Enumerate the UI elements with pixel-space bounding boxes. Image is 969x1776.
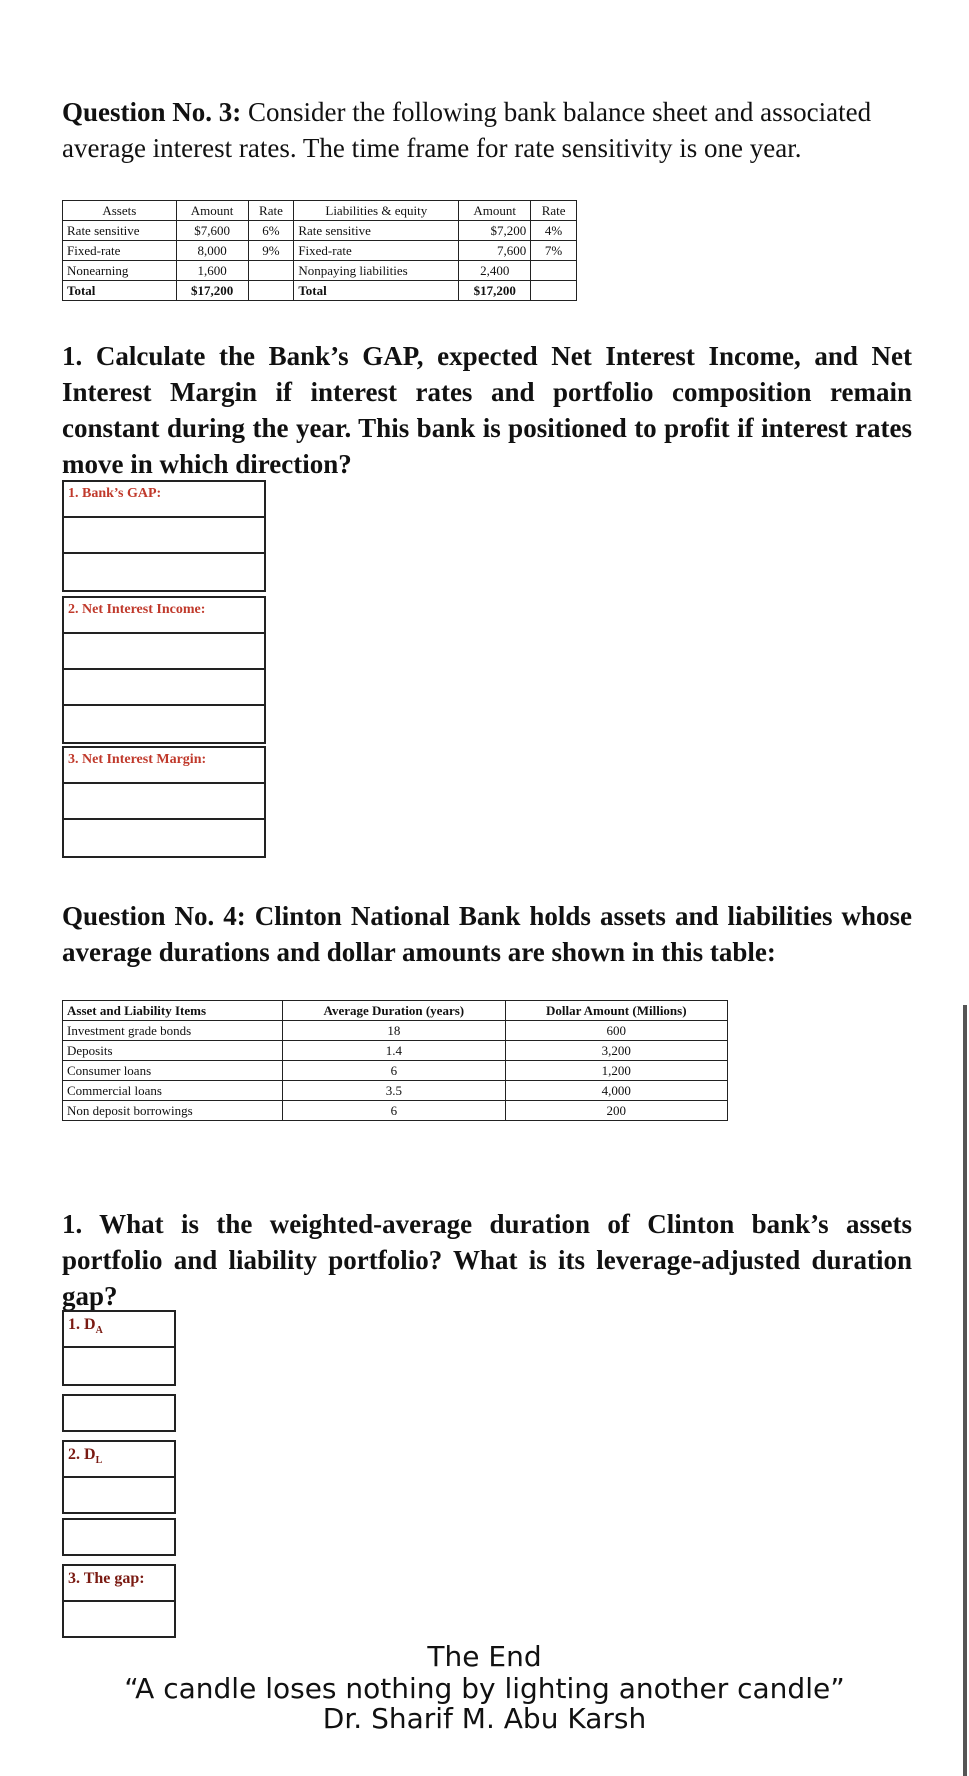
table-cell: Non deposit borrowings [63,1101,283,1121]
answer-box-gap-label [62,1564,176,1602]
table-cell: 1.4 [283,1041,505,1061]
answer-box-da-label [62,1310,176,1348]
table-cell: Investment grade bonds [63,1021,283,1041]
answer-label-da-sub: A [95,1325,103,1337]
table-row [63,221,577,241]
answer-label-dl-sub: L [95,1455,103,1467]
answer-box[interactable] [62,1476,176,1514]
table-cell: Nonearning [63,261,177,281]
header-cell: Rate [248,201,294,221]
table-cell: 6% [248,221,294,241]
answer-box-gap-label [62,480,266,518]
end-author: Dr. Sharif M. Abu Karsh [322,1702,647,1735]
answer-box[interactable] [62,1346,176,1386]
table-row [63,1021,728,1041]
answer-box[interactable] [62,818,266,858]
header-cell: Average Duration (years) [283,1001,505,1021]
header-cell: Rate [531,201,577,221]
q4-duration-table [62,1000,728,1121]
table-row [63,1081,728,1101]
table-cell: $7,600 [176,221,248,241]
answer-label-gap: 3. The gap: [68,1570,145,1587]
table-cell: 2,400 [459,261,531,281]
table-cell: 600 [505,1021,727,1041]
header-cell: Assets [63,201,177,221]
q3-lead: Question No. 3: [62,97,242,127]
table-cell: Nonpaying liabilities [294,261,459,281]
table-row [63,1101,728,1121]
table-cell: 3,200 [505,1041,727,1061]
table-cell: Total [63,281,177,301]
table-cell: 1,600 [176,261,248,281]
q3-question: 1. Calculate the Bank’s GAP, expected Net Interest Income, and Net Interest Margin if interest rates and portfolio composition remain constant during the year. This bank is positioned to profit if interest rates move in which direction? [62,341,912,479]
header-cell: Liabilities & equity [294,201,459,221]
table-cell: 1,200 [505,1061,727,1081]
q3-balance-sheet-table [62,200,577,301]
table-row [63,281,577,301]
table-cell: Fixed-rate [294,241,459,261]
table-cell: Consumer loans [63,1061,283,1081]
table-cell: 7% [531,241,577,261]
scrollbar[interactable] [963,1005,967,1776]
table-cell: Rate sensitive [63,221,177,241]
answer-box[interactable] [62,1394,176,1432]
table-cell: 18 [283,1021,505,1041]
end-quote: “A candle loses nothing by lighting another candle” [124,1672,845,1705]
table-row [63,1041,728,1061]
answer-box[interactable] [62,782,266,820]
answer-label-da-text: 1. D [68,1316,96,1333]
answer-box-nii-label [62,596,266,634]
table-row [63,1061,728,1081]
table-header-row [63,1001,728,1021]
table-cell: Total [294,281,459,301]
header-cell: Dollar Amount (Millions) [505,1001,727,1021]
answer-box[interactable] [62,704,266,744]
answer-box[interactable] [62,1600,176,1638]
table-cell: 8,000 [176,241,248,261]
answer-box[interactable] [62,632,266,670]
header-cell: Asset and Liability Items [63,1001,283,1021]
q4-intro [62,898,912,970]
answer-label-dl [64,1442,174,1470]
answer-box[interactable] [62,552,266,592]
table-cell: 7,600 [459,241,531,261]
table-cell [248,261,294,281]
answer-label-nii: 2. Net Interest Income: [68,602,206,617]
table-cell: $17,200 [176,281,248,301]
table-cell: Commercial loans [63,1081,283,1101]
table-cell [248,281,294,301]
answer-label-dl-text: 2. D [68,1446,96,1463]
header-cell: Amount [176,201,248,221]
answer-box-dl-label [62,1440,176,1478]
table-cell: 6 [283,1101,505,1121]
table-cell [531,281,577,301]
end-title: The End [427,1640,542,1673]
table-cell: $7,200 [459,221,531,241]
q3-intro [62,94,912,166]
table-cell: 4% [531,221,577,241]
answer-box-nim-label [62,746,266,784]
table-cell: 9% [248,241,294,261]
answer-label-nim: 3. Net Interest Margin: [68,752,207,767]
table-cell: $17,200 [459,281,531,301]
table-cell: Rate sensitive [294,221,459,241]
table-header-row [63,201,577,221]
table-cell: Fixed-rate [63,241,177,261]
table-row [63,261,577,281]
table-cell [531,261,577,281]
q4-question: 1. What is the weighted-average duration of Clinton bank’s assets portfolio and liability portfolio? What is its leverage-adjusted duration gap? [62,1209,912,1311]
table-cell: 4,000 [505,1081,727,1101]
q3-intro-text: Consider the following bank balance sheet and associated average interest rates. The time frame for rate sensitivity is one year. [62,97,872,163]
q4-lead: Question No. 4: [62,901,246,931]
table-row [63,241,577,261]
table-cell: 200 [505,1101,727,1121]
answer-label-gap: 1. Bank’s GAP: [68,486,162,501]
answer-box[interactable] [62,1518,176,1556]
answer-box[interactable] [62,516,266,554]
table-cell: Deposits [63,1041,283,1061]
answer-label-da [64,1312,174,1340]
table-cell: 3.5 [283,1081,505,1101]
header-cell: Amount [459,201,531,221]
q4-intro-text: Clinton National Bank holds assets and liabilities whose average durations and dollar amounts are shown in this table: [62,901,912,967]
answer-box[interactable] [62,668,266,706]
table-cell: 6 [283,1061,505,1081]
